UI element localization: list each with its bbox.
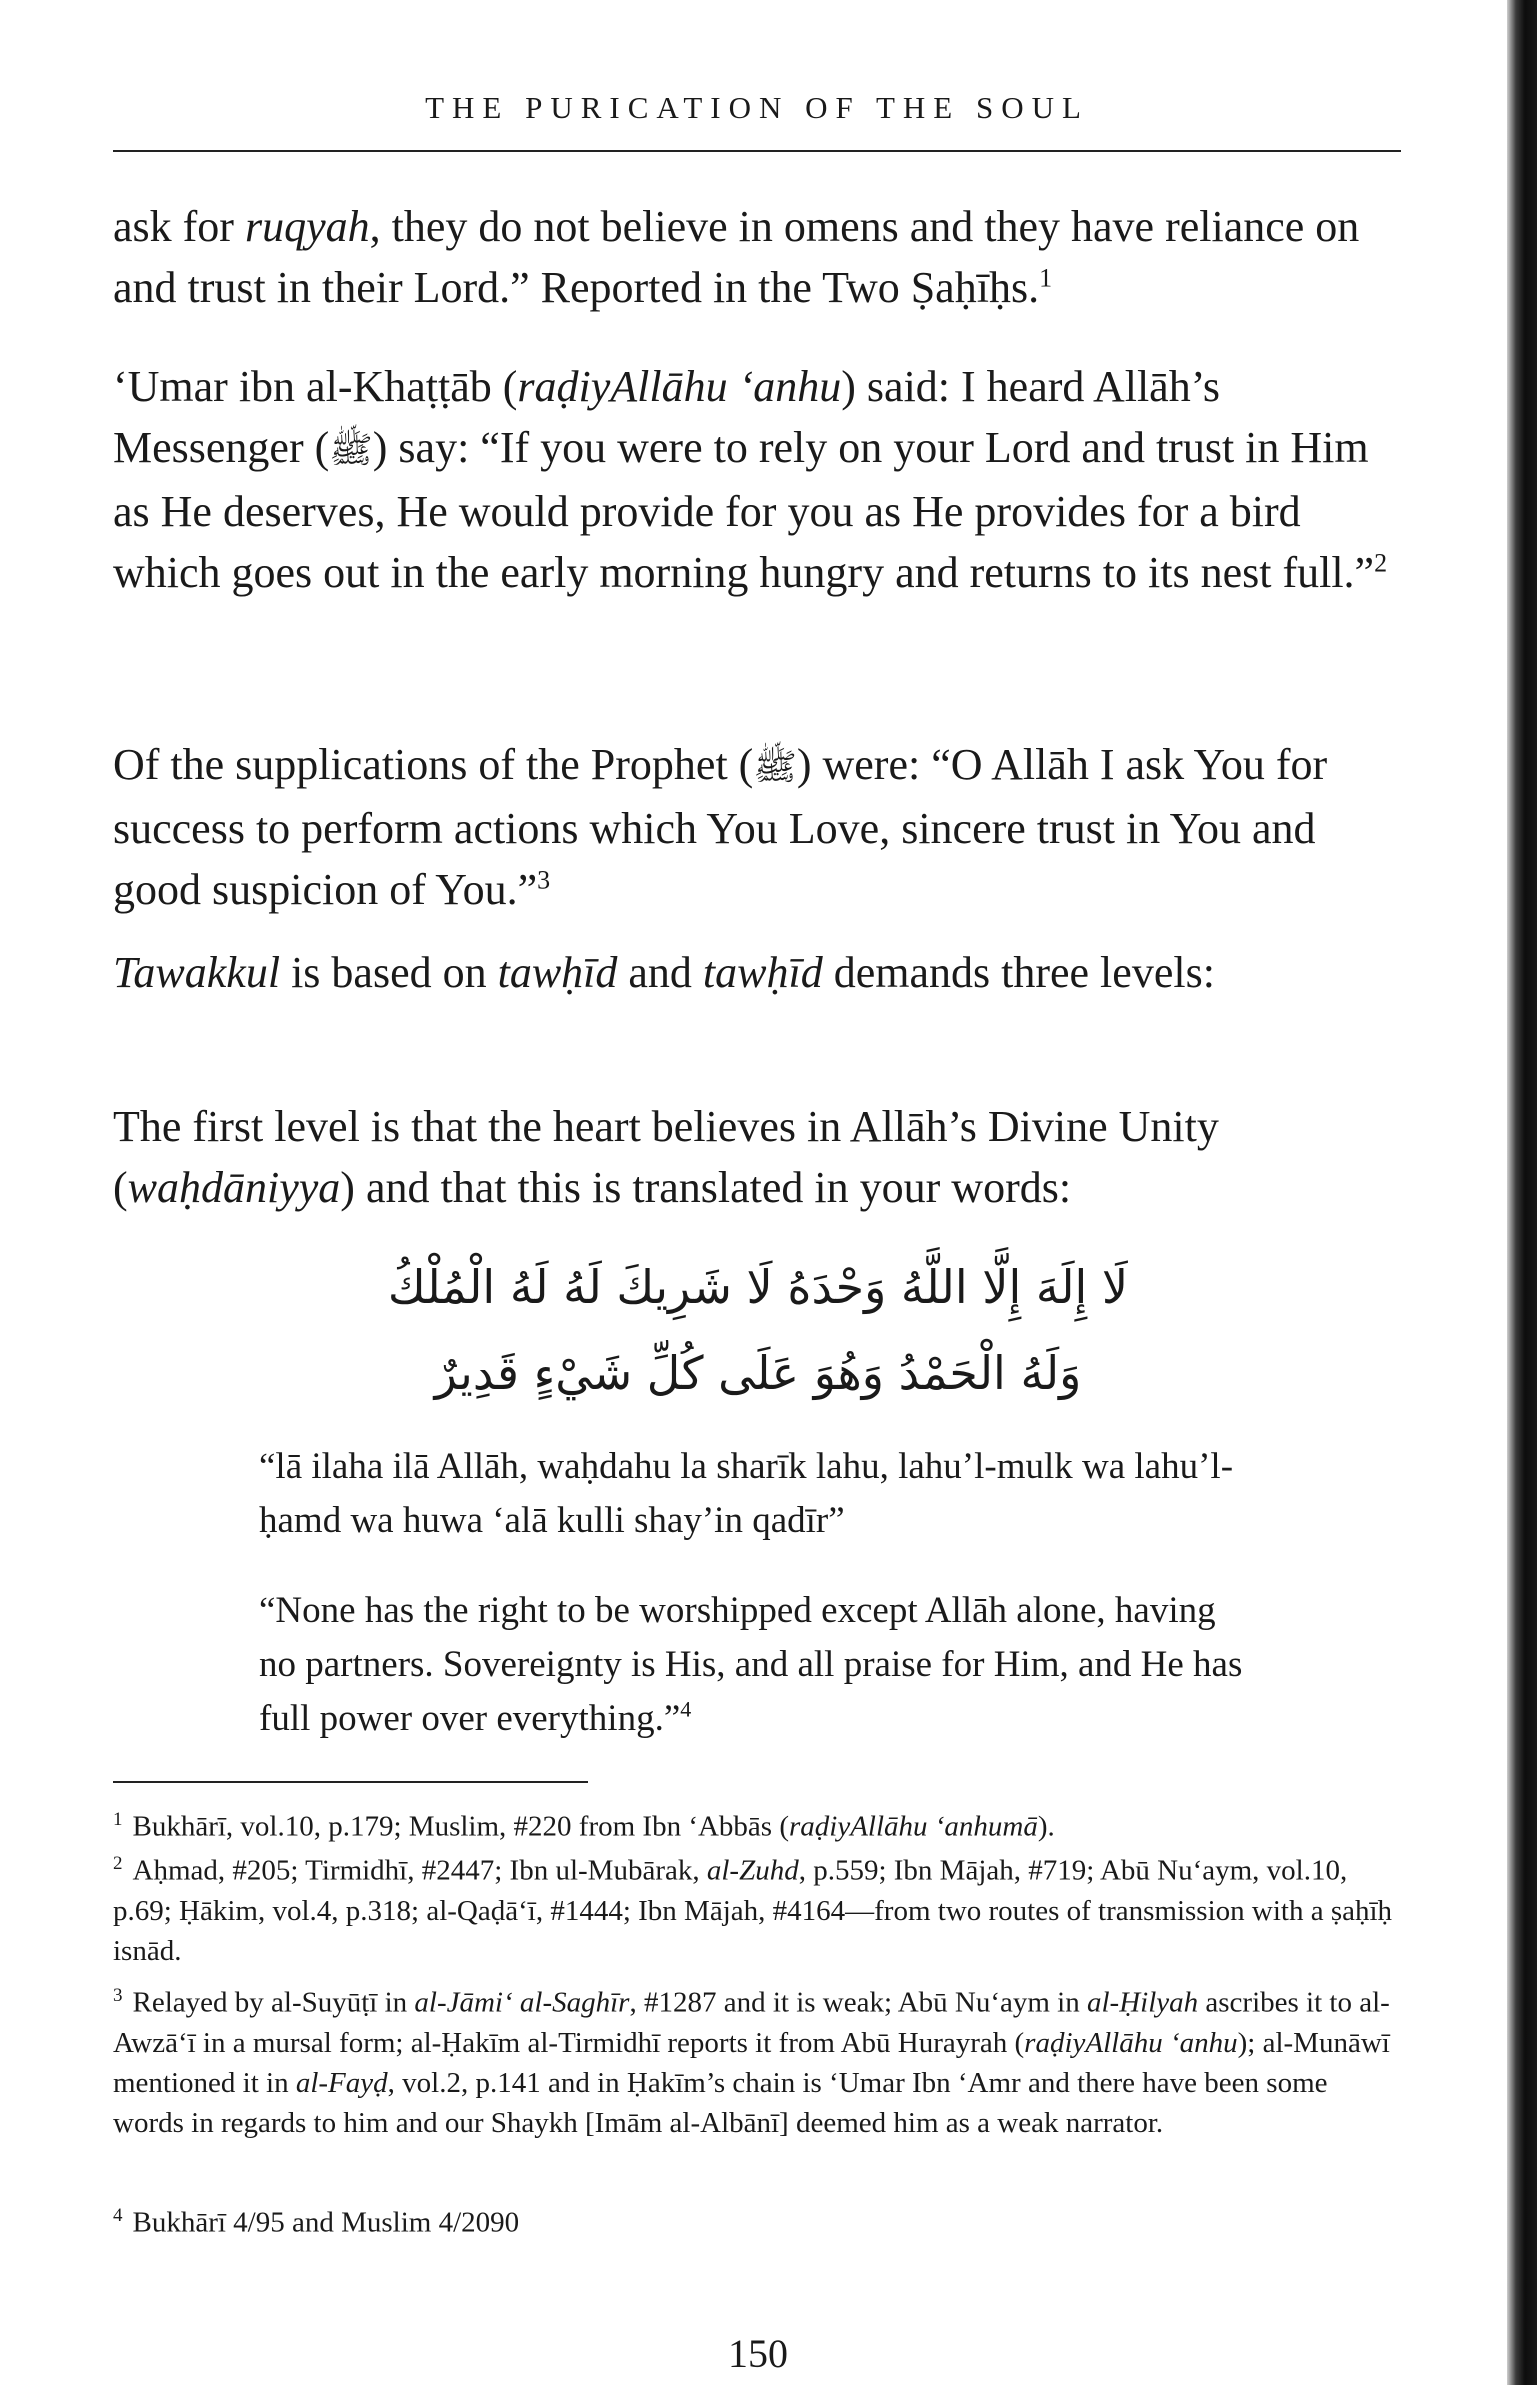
p1-text-b: , they do not believe in omens and they have reliance on and trust in their Lord.” Reported in the Two Ṣaḥīḥs. <box>113 202 1360 312</box>
footnote-ref-1: 1 <box>1039 263 1053 293</box>
paragraph-3 <box>113 734 1403 920</box>
f3-text-c: ascribes it to al-Awzā‘ī in a mursal form; al-Ḥakīm al-Tirmidhī reports it from Abū Hurayrah ( <box>113 1986 1390 2059</box>
salutation-symbol: ﷺ <box>329 430 373 470</box>
f1-text-b: ). <box>1037 1810 1055 1843</box>
footnote-3 <box>113 1976 1403 2143</box>
footnote-number: 2 <box>113 1853 123 1874</box>
p1-text-a: ask for <box>113 202 245 251</box>
p4-term-tawakkul: Tawakkul <box>113 948 281 997</box>
paragraph-1 <box>113 196 1403 318</box>
p4-text-a: is based on <box>280 948 498 997</box>
p4-text-c: demands three levels: <box>822 948 1215 997</box>
salutation-symbol: ﷺ <box>753 747 797 787</box>
p1-term-ruqyah: ruqyah <box>244 202 370 251</box>
f2-title-zuhd: al-Zuhd <box>706 1854 799 1887</box>
transliteration: “lā ilaha ilā Allāh, waḥdahu la sharīk lahu, lahu’l-mulk wa lahu’l-ḥamd wa huwa ‘alā kulli shay’in qadīr” <box>259 1446 1234 1541</box>
f1-text-a: Bukhārī, vol.10, p.179; Muslim, #220 from Ibn ‘Abbās ( <box>132 1810 789 1843</box>
f3-title-jami: al-Jāmi‘ al-Saghīr <box>414 1986 630 2019</box>
f3-text-e: , vol.2, p.141 and in Ḥakīm’s chain is ‘Umar Ibn ‘Amr and there have been some words in regards to him and our Shaykh [Imām al-Albānī] deemed him as a weak narrator. <box>113 2066 1328 2139</box>
p5-term-wahdaniyya: waḥdāniyya <box>127 1163 341 1212</box>
arabic-line-2: وَلَهُ الْحَمْدُ وَهُوَ عَلَى كُلِّ شَيْءٍ قَدِيرٌ <box>434 1346 1082 1400</box>
f3-honorific: raḍiyAllāhu ‘anhu <box>1024 2026 1238 2059</box>
p2-honorific: raḍiyAllāhu ‘anhu <box>517 362 842 411</box>
header-rule <box>113 150 1401 152</box>
p2-text-a: ‘Umar ibn al-Khaṭṭāb ( <box>113 362 518 411</box>
p2-text-c: ) say: “If you were to rely on your Lord and trust in Him as He deserves, He would provide for you as He provides for a bird which goes out in the early morning hungry and returns to its nest full.” <box>113 423 1375 597</box>
footnote-ref-3: 3 <box>537 865 551 895</box>
f3-text-d: ); al-Munāwī mentioned it in <box>113 2026 1390 2099</box>
footnote-ref-2: 2 <box>1374 548 1388 578</box>
p3-text-a: Of the supplications of the Prophet ( <box>113 740 754 789</box>
running-head: THE PURICATION OF THE SOUL <box>425 90 1089 125</box>
f3-text-a: Relayed by al-Suyūṭī in <box>132 1986 415 2019</box>
p5-text-b: ) and that this is translated in your words: <box>340 1163 1072 1212</box>
binding-edge <box>1507 0 1537 2385</box>
f3-title-fayd: al-Fayḍ <box>295 2066 388 2099</box>
p3-text-b: ) were: “O Allāh I ask You for success to perform actions which You Love, sincere trust in You and good suspicion of You.” <box>113 740 1328 914</box>
footnote-4 <box>113 2196 1403 2243</box>
paragraph-5 <box>113 1096 1403 1218</box>
page-number: 150 <box>728 2331 788 2376</box>
footnote-rule <box>113 1781 588 1783</box>
f3-title-hilyah: al-Ḥilyah <box>1086 1986 1199 2019</box>
p4-term-tawhid-2: tawḥīd <box>702 948 823 997</box>
arabic-line-1: لَا إِلَهَ إِلَّا اللَّهُ وَحْدَهُ لَا شَرِيكَ لَهُ لَهُ الْمُلْكُ <box>387 1260 1129 1314</box>
footnote-number: 4 <box>113 2205 123 2226</box>
f3-text-b: , #1287 and it is weak; Abū Nu‘aym in <box>629 1986 1087 2019</box>
translation-text: “None has the right to be worshipped except Allāh alone, having no partners. Sovereignty is His, and all praise for Him, and He has full power over everything.” <box>259 1590 1243 1739</box>
paragraph-2 <box>113 356 1403 603</box>
footnote-number: 3 <box>113 1985 123 2006</box>
p4-text-b: and <box>617 948 703 997</box>
footnote-ref-4: 4 <box>680 1696 692 1722</box>
f2-text-b: , p.559; Ibn Mājah, #719; Abū Nu‘aym, vol.10, p.69; Ḥākim, vol.4, p.318; al-Qaḍā‘ī, #1444; Ibn Mājah, #4164—from two routes of transmission with a ṣaḥīḥ isnād. <box>113 1854 1393 1967</box>
f2-text-a: Aḥmad, #205; Tirmidhī, #2447; Ibn ul-Mubārak, <box>132 1854 707 1887</box>
p2-text-b: ) said: I heard Allāh’s Messenger ( <box>113 362 1221 472</box>
p4-term-tawhid-1: tawḥīd <box>497 948 618 997</box>
footnote-1 <box>113 1800 1403 1847</box>
footnote-2 <box>113 1844 1403 1971</box>
footnote-number: 1 <box>113 1809 123 1830</box>
f1-honorific: raḍiyAllāhu ‘anhumā <box>788 1810 1038 1843</box>
f4-text-a: Bukhārī 4/95 and Muslim 4/2090 <box>132 2206 520 2239</box>
p5-text-a: The first level is that the heart believes in Allāh’s Divine Unity ( <box>113 1102 1219 1212</box>
paragraph-4 <box>113 942 1403 1003</box>
translation <box>259 1584 1259 1746</box>
